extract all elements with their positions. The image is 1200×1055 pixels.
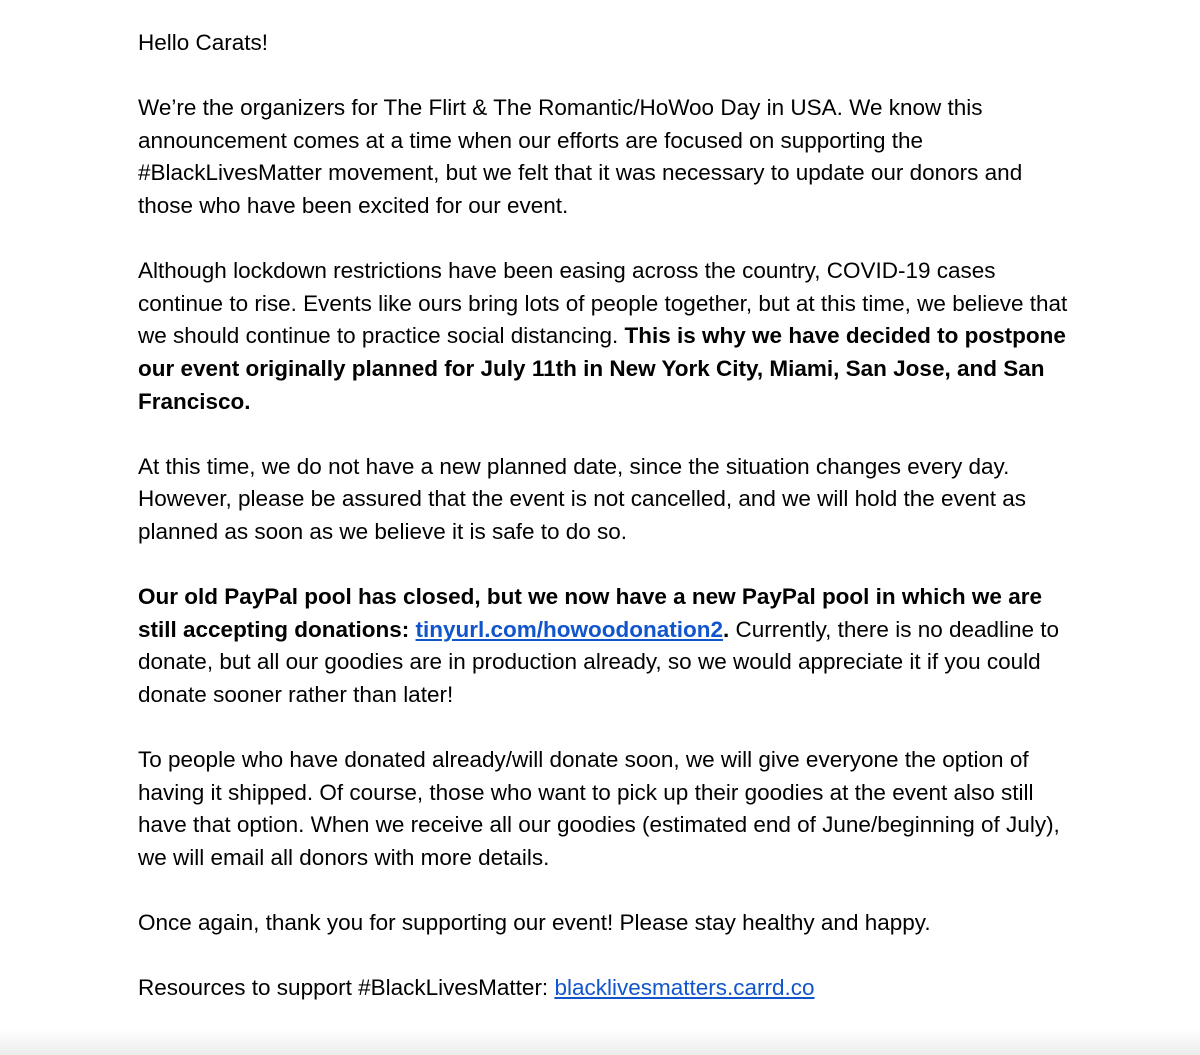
paragraph-no-date: At this time, we do not have a new planned date, since the situation changes every day. However, please be assured that the event is not cancelled, and we will hold the event as planned as soon as we believe it is safe to do so. [138,453,1027,544]
donation-link[interactable]: tinyurl.com/howoodonation2 [415,616,724,642]
paypal-bold-period: . [723,616,730,642]
paragraph-thanks: Once again, thank you for supporting our event! Please stay healthy and happy. [138,910,931,936]
paragraph-resources [138,972,1068,1005]
greeting: Hello Carats! [138,30,269,55]
bottom-edge-shadow [0,1029,1200,1055]
paragraph-organizers: We’re the organizers for The Flirt & The Romantic/HoWoo Day in USA. We know this announcement comes at a time when our efforts are focused on supporting the #BlackLivesMatter movement, but we felt that it was necessary to update our donors and those who have been excited for our event. [138,95,1023,218]
announcement-letter [138,27,1068,1005]
postponement-intro-text: Although lockdown restrictions have been easing across the country, COVID-19 cases continue to rise. Events like ours bring lots of people together, but at this time, we believe that we should continue to practice social distancing. [138,258,1068,349]
paragraph-paypal [138,581,1068,711]
paragraph-postponement [138,255,1068,418]
resources-link[interactable]: blacklivesmatters.carrd.co [554,975,815,1001]
resources-text: Resources to support #BlackLivesMatter: [138,975,555,1001]
postponement-bold-text: This is why we have decided to postpone our event originally planned for July 11th in New York City, Miami, San Jose, and San Francisco. [138,323,1066,414]
paragraph-shipping: To people who have donated already/will donate soon, we will give everyone the option of having it shipped. Of course, those who want to pick up their goodies at the event also still have that option. When we receive all our goodies (estimated end of June/beginning of July), we will email all donors with more details. [138,747,1060,870]
paypal-deadline-text: Currently, there is no deadline to donate, but all our goodies are in production already, so we would appreciate it if you could donate sooner rather than later! [138,616,1060,707]
paypal-bold-lead: Our old PayPal pool has closed, but we now have a new PayPal pool in which we are still accepting donations: [138,584,1042,642]
